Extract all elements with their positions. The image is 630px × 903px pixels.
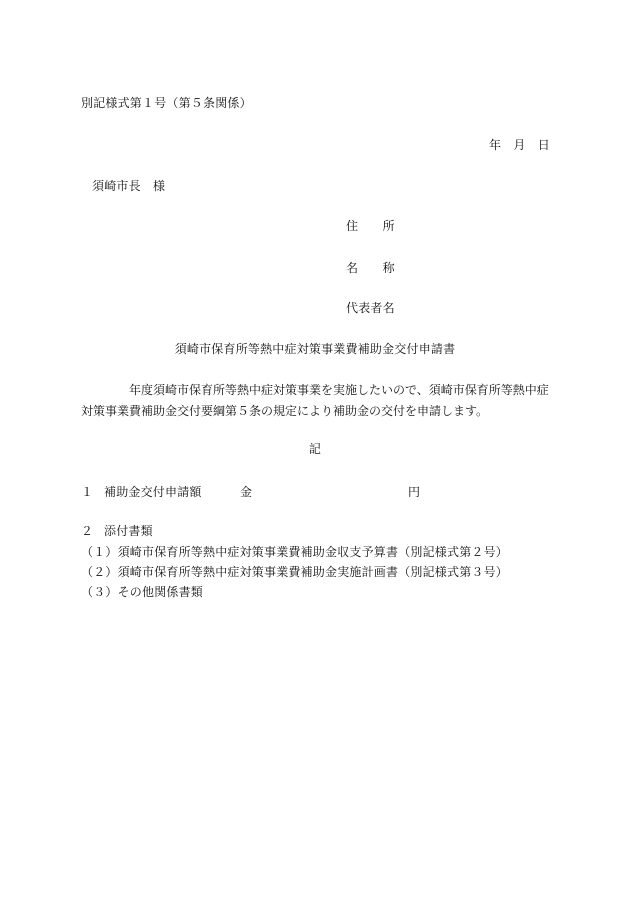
ki-heading: 記 bbox=[308, 442, 322, 456]
item1-yen: 円 bbox=[408, 485, 421, 499]
item2-label: 添付書類 bbox=[104, 524, 153, 538]
item1-number: １ bbox=[81, 485, 94, 499]
attachment-item: （２）須崎市保育所等熱中症対策事業費補助金実施計画書（別記様式第３号） bbox=[81, 565, 509, 579]
item1-label: 補助金交付申請額 bbox=[104, 485, 202, 499]
item1-kin: 金 bbox=[240, 485, 253, 499]
address-label: 住 所 bbox=[346, 219, 395, 233]
body-paragraph: 年度須崎市保育所等熱中症対策事業を実施したいので、須崎市保育所等熱中症対策事業費補助金交付要綱第５条の規定により補助金の交付を申請します。 bbox=[81, 383, 549, 418]
document-title: 須崎市保育所等熱中症対策事業費補助金交付申請書 bbox=[174, 342, 456, 356]
item2-number: ２ bbox=[81, 524, 94, 538]
date-line: 年 月 日 bbox=[488, 138, 550, 152]
name-label: 名 称 bbox=[346, 261, 395, 275]
representative-label: 代表者名 bbox=[346, 301, 395, 315]
attachment-item: （３）その他関係書類 bbox=[81, 585, 204, 599]
form-number: 別記様式第１号（第５条関係） bbox=[81, 96, 252, 110]
addressee: 須崎市長 様 bbox=[92, 179, 166, 193]
attachment-item: （１）須崎市保育所等熱中症対策事業費補助金収支予算書（別記様式第２号） bbox=[81, 545, 509, 559]
